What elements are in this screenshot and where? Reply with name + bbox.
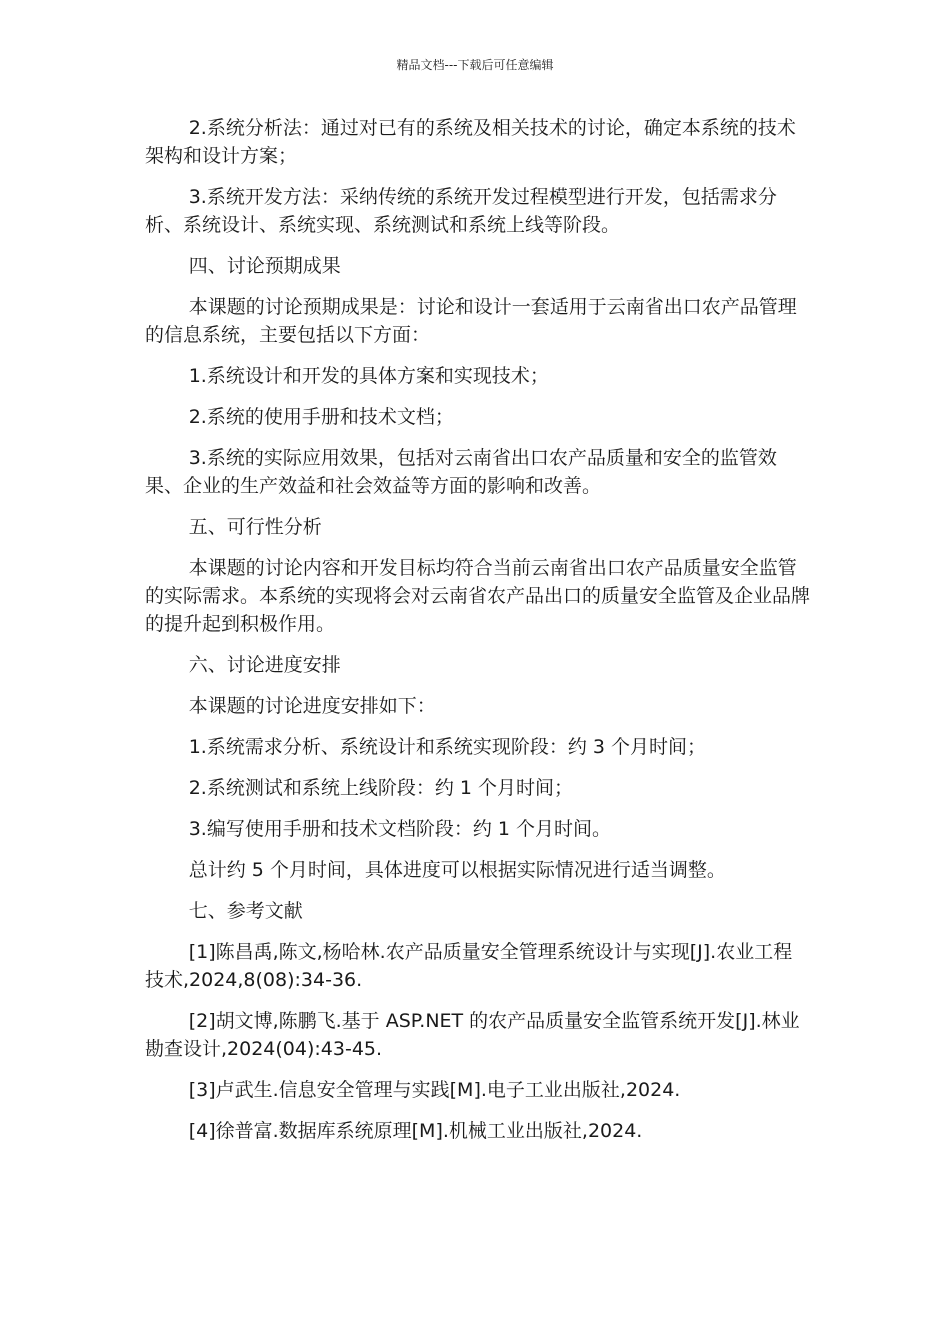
- paragraph-schedule-2: 2.系统测试和系统上线阶段：约 1 个月时间；: [188, 777, 573, 799]
- paragraph-result-2: 2.系统的使用手册和技术文档；: [188, 406, 454, 428]
- paragraph-method-analysis: 2.系统分析法：通过对已有的系统及相关技术的讨论，确定本系统的技术架构和设计方案；: [145, 117, 796, 167]
- section-heading-references: 七、参考文献: [188, 900, 303, 922]
- paragraph-result-3: 3.系统的实际应用效果，包括对云南省出口农产品质量和安全的监管效果、企业的生产效益和社会效益等方面的影响和改善。: [145, 447, 777, 497]
- paragraph-result-1: 1.系统设计和开发的具体方案和实现技术；: [188, 365, 549, 387]
- reference-1: [1]陈昌禹,陈文,杨哈林.农产品质量安全管理系统设计与实现[J].农业工程技术,2024,8(08):34-36.: [145, 941, 793, 991]
- page-header: 精品文档---下载后可任意编辑: [396, 58, 554, 72]
- reference-3: [3]卢武生.信息安全管理与实践[M].电子工业出版社,2024.: [188, 1079, 681, 1101]
- section-heading-schedule: 六、讨论进度安排: [188, 654, 341, 676]
- reference-4: [4]徐普富.数据库系统原理[M].机械工业出版社,2024.: [188, 1120, 643, 1142]
- reference-2: [2]胡文博,陈鹏飞.基于 ASP.NET 的农产品质量安全监管系统开发[J].林业勘查设计,2024(04):43-45.: [145, 1010, 800, 1060]
- paragraph-method-development: 3.系统开发方法：采纳传统的系统开发过程模型进行开发，包括需求分析、系统设计、系统实现、系统测试和系统上线等阶段。: [145, 186, 777, 236]
- paragraph-schedule-3: 3.编写使用手册和技术文档阶段：约 1 个月时间。: [188, 818, 611, 840]
- section-heading-expected-results: 四、讨论预期成果: [188, 255, 341, 277]
- paragraph-schedule-intro: 本课题的讨论进度安排如下：: [188, 695, 436, 717]
- paragraph-schedule-1: 1.系统需求分析、系统设计和系统实现阶段：约 3 个月时间；: [188, 736, 706, 758]
- paragraph-schedule-total: 总计约 5 个月时间，具体进度可以根据实际情况进行适当调整。: [188, 859, 726, 881]
- section-heading-feasibility: 五、可行性分析: [188, 516, 322, 538]
- paragraph-expected-results-intro: 本课题的讨论预期成果是：讨论和设计一套适用于云南省出口农产品管理的信息系统，主要包括以下方面：: [145, 296, 797, 346]
- document-body: [145, 114, 810, 1158]
- paragraph-feasibility: 本课题的讨论内容和开发目标均符合当前云南省出口农产品质量安全监管的实际需求。本系统的实现将会对云南省农产品出口的质量安全监管及企业品牌的提升起到积极作用。: [145, 557, 811, 635]
